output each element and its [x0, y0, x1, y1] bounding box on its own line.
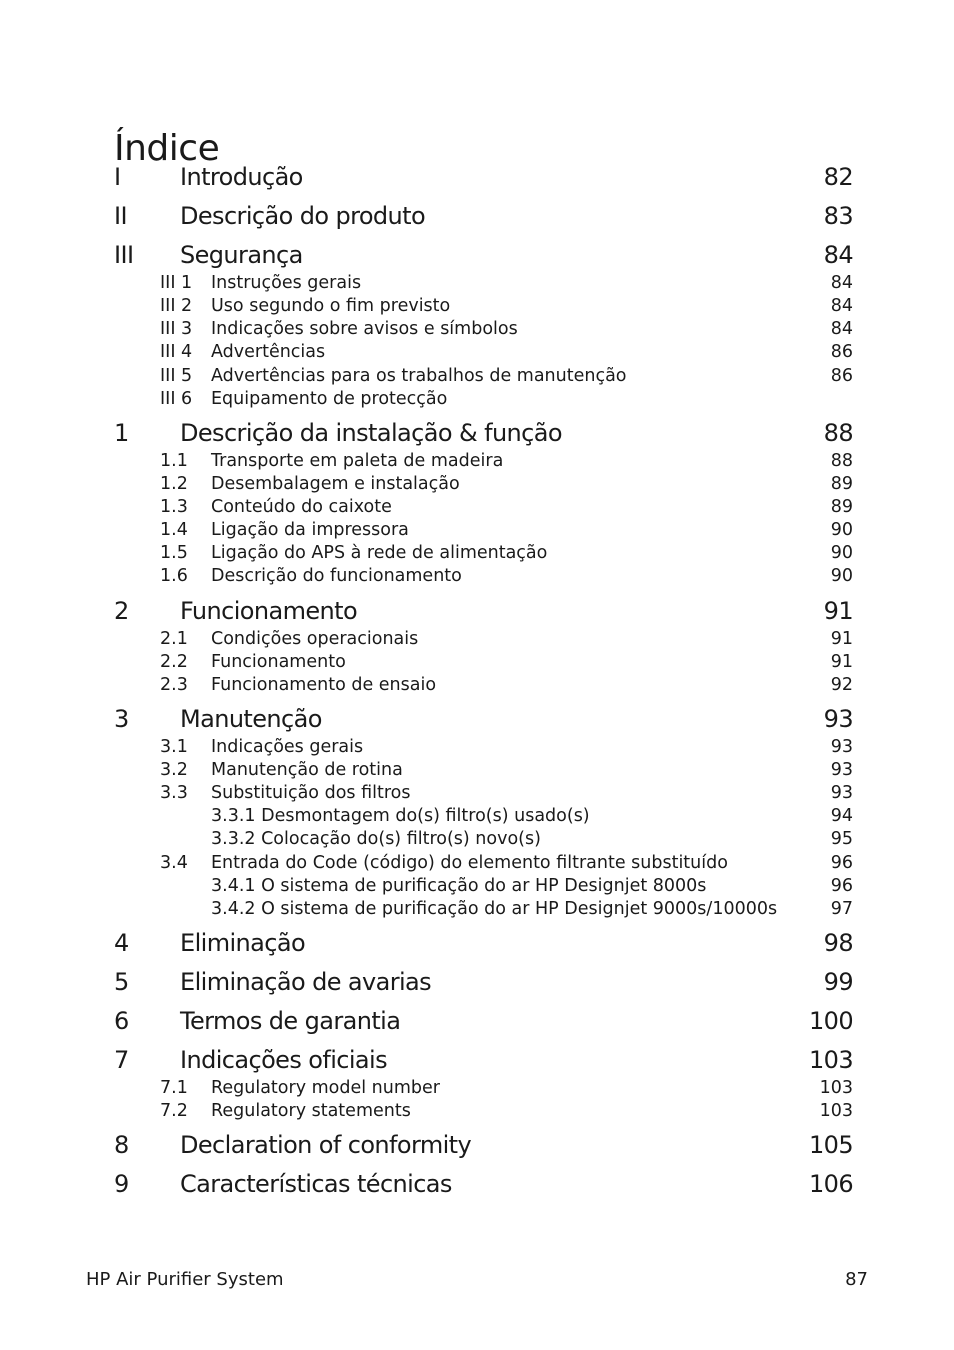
toc-entry-page: 82 [823, 163, 853, 191]
toc-entry-title: Descrição da instalação & função [180, 419, 562, 447]
toc-section-entry[interactable] [0, 736, 954, 759]
toc-entry-number: 1.5 [160, 543, 188, 563]
toc-entry-page: 89 [830, 497, 853, 517]
toc-entry-title: 3.4.2 O sistema de purificação do ar HP Designjet 9000s/10000s [211, 899, 778, 919]
toc-entry-page: 93 [830, 760, 853, 780]
toc-section-entry[interactable] [0, 473, 954, 496]
toc-entry-number: 1.6 [160, 566, 188, 586]
toc-chapter-entry[interactable] [0, 1128, 954, 1162]
toc-entry-number: 3.2 [160, 760, 188, 780]
toc-entry-title: Indicações sobre avisos e símbolos [211, 319, 518, 339]
toc-entry-number: 2.3 [160, 675, 188, 695]
toc-entry-page: 84 [823, 241, 853, 269]
toc-entry-page: 88 [823, 419, 853, 447]
toc-entry-number: 7.2 [160, 1101, 188, 1121]
toc-entry-number: 7.1 [160, 1078, 188, 1098]
toc-entry-number: 2.2 [160, 652, 188, 672]
toc-entry-page: 103 [819, 1101, 853, 1121]
toc-entry-number: 9 [114, 1170, 129, 1198]
toc-entry-title: Indicações gerais [211, 737, 364, 757]
toc-section-entry[interactable] [0, 318, 954, 341]
toc-entry-page: 86 [830, 366, 853, 386]
toc-entry-title: Ligação da impressora [211, 520, 409, 540]
toc-chapter-entry[interactable] [0, 1043, 954, 1077]
toc-entry-title: Conteúdo do caixote [211, 497, 392, 517]
toc-entry-number: 3.1 [160, 737, 188, 757]
toc-entry-page: 97 [830, 899, 853, 919]
toc-entry-page: 84 [830, 296, 853, 316]
toc-entry-number: 7 [114, 1046, 129, 1074]
toc-section-entry[interactable] [0, 875, 954, 898]
toc-section-entry[interactable] [0, 496, 954, 519]
toc-entry-page: 91 [823, 597, 853, 625]
footer-page-number: 87 [845, 1269, 868, 1290]
toc-entry-number: III 2 [160, 296, 193, 316]
toc-entry-title: Instruções gerais [211, 273, 362, 293]
toc-section-entry[interactable] [0, 782, 954, 805]
toc-entry-number: 1.2 [160, 474, 188, 494]
toc-entry-page: 95 [830, 829, 853, 849]
toc-entry-number: 8 [114, 1131, 129, 1159]
toc-entry-number: 6 [114, 1007, 129, 1035]
toc-entry-title: Termos de garantia [180, 1007, 401, 1035]
toc-entry-page: 103 [819, 1078, 853, 1098]
toc-entry-number: 1.4 [160, 520, 188, 540]
toc-section-entry[interactable] [0, 898, 954, 921]
toc-entry-page: 86 [830, 342, 853, 362]
toc-entry-page: 96 [830, 876, 853, 896]
toc-entry-title: Declaration of conformity [180, 1131, 472, 1159]
toc-entry-page: 84 [830, 319, 853, 339]
toc-entry-title: 3.4.1 O sistema de purificação do ar HP Designjet 8000s [211, 876, 707, 896]
toc-entry-page: 89 [830, 474, 853, 494]
toc-section-entry[interactable] [0, 805, 954, 828]
toc-entry-title: Regulatory model number [211, 1078, 440, 1098]
toc-chapter-entry[interactable] [0, 199, 954, 233]
toc-entry-title: Eliminação de avarias [180, 968, 432, 996]
toc-section-entry[interactable] [0, 272, 954, 295]
toc-section-entry[interactable] [0, 542, 954, 565]
toc-section-entry[interactable] [0, 1077, 954, 1100]
toc-entry-title: Condições operacionais [211, 629, 419, 649]
toc-section-entry[interactable] [0, 295, 954, 318]
toc-entry-number: 1.3 [160, 497, 188, 517]
toc-entry-page: 99 [823, 968, 853, 996]
toc-chapter-entry[interactable] [0, 1167, 954, 1201]
toc-entry-page: 83 [823, 202, 853, 230]
toc-entry-page: 96 [830, 853, 853, 873]
toc-section-entry[interactable] [0, 341, 954, 364]
toc-entry-page: 93 [830, 783, 853, 803]
toc-section-entry[interactable] [0, 388, 954, 411]
toc-entry-number: 3.3 [160, 783, 188, 803]
toc-entry-title: Desembalagem e instalação [211, 474, 460, 494]
toc-entry-number: III [114, 241, 134, 269]
toc-entry-title: Funcionamento [180, 597, 358, 625]
toc-entry-number: I [114, 163, 121, 191]
toc-entry-title: Introdução [180, 163, 303, 191]
toc-entry-title: 3.3.2 Colocação do(s) filtro(s) novo(s) [211, 829, 541, 849]
toc-entry-number: III 1 [160, 273, 193, 293]
toc-chapter-entry[interactable] [0, 926, 954, 960]
toc-entry-title: 3.3.1 Desmontagem do(s) filtro(s) usado(s) [211, 806, 590, 826]
toc-entry-title: Manutenção de rotina [211, 760, 403, 780]
toc-chapter-entry[interactable] [0, 160, 954, 194]
toc-section-entry[interactable] [0, 365, 954, 388]
toc-entry-number: 3 [114, 705, 129, 733]
toc-entry-title: Regulatory statements [211, 1101, 411, 1121]
toc-entry-title: Substituição dos filtros [211, 783, 411, 803]
toc-section-entry[interactable] [0, 565, 954, 588]
toc-chapter-entry[interactable] [0, 416, 954, 450]
toc-chapter-entry[interactable] [0, 702, 954, 736]
toc-entry-number: III 5 [160, 366, 193, 386]
toc-entry-number: 5 [114, 968, 129, 996]
toc-entry-number: 2.1 [160, 629, 188, 649]
toc-entry-page: 105 [808, 1131, 853, 1159]
toc-chapter-entry[interactable] [0, 238, 954, 272]
toc-entry-page: 90 [830, 543, 853, 563]
toc-entry-title: Funcionamento [211, 652, 346, 672]
toc-entry-page: 91 [830, 629, 853, 649]
toc-entry-page: 98 [823, 929, 853, 957]
toc-section-entry[interactable] [0, 1100, 954, 1123]
toc-entry-page: 93 [823, 705, 853, 733]
toc-entry-title: Ligação do APS à rede de alimentação [211, 543, 548, 563]
toc-entry-title: Manutenção [180, 705, 322, 733]
toc-entry-number: 1 [114, 419, 129, 447]
toc-entry-page: 94 [830, 806, 853, 826]
toc-entry-number: II [114, 202, 127, 230]
toc-chapter-entry[interactable] [0, 594, 954, 628]
toc-entry-number: III 4 [160, 342, 193, 362]
toc-chapter-entry[interactable] [0, 965, 954, 999]
toc-section-entry[interactable] [0, 628, 954, 651]
toc-entry-number: 2 [114, 597, 129, 625]
toc-entry-title: Equipamento de protecção [211, 389, 448, 409]
toc-entry-page: 103 [808, 1046, 853, 1074]
toc-section-entry[interactable] [0, 852, 954, 875]
toc-section-entry[interactable] [0, 674, 954, 697]
toc-entry-number: 3.4 [160, 853, 188, 873]
page-title: Índice [114, 128, 220, 170]
toc-entry-title: Descrição do produto [180, 202, 426, 230]
toc-entry-page: 90 [830, 566, 853, 586]
toc-entry-title: Características técnicas [180, 1170, 452, 1198]
toc-entry-page: 90 [830, 520, 853, 540]
footer-product-name: HP Air Purifier System [86, 1269, 284, 1290]
toc-entry-title: Advertências para os trabalhos de manutenção [211, 366, 627, 386]
toc-entry-title: Eliminação [180, 929, 306, 957]
toc-section-entry[interactable] [0, 759, 954, 782]
toc-section-entry[interactable] [0, 651, 954, 674]
toc-entry-page: 106 [808, 1170, 853, 1198]
toc-chapter-entry[interactable] [0, 1004, 954, 1038]
toc-entry-title: Indicações oficiais [180, 1046, 388, 1074]
toc-entry-title: Funcionamento de ensaio [211, 675, 437, 695]
toc-entry-title: Entrada do Code (código) do elemento filtrante substituído [211, 853, 728, 873]
toc-entry-number: III 6 [160, 389, 193, 409]
toc-entry-page: 92 [830, 675, 853, 695]
toc-entry-title: Descrição do funcionamento [211, 566, 462, 586]
toc-entry-page: 93 [830, 737, 853, 757]
toc-entry-title: Advertências [211, 342, 326, 362]
toc-entry-page: 100 [808, 1007, 853, 1035]
toc-entry-number: 4 [114, 929, 129, 957]
toc-entry-title: Uso segundo o fim previsto [211, 296, 451, 316]
toc-section-entry[interactable] [0, 450, 954, 473]
toc-entry-page: 91 [830, 652, 853, 672]
toc-entry-title: Segurança [180, 241, 303, 269]
toc-section-entry[interactable] [0, 519, 954, 542]
toc-entry-number: 1.1 [160, 451, 188, 471]
toc-entry-page: 88 [830, 451, 853, 471]
toc-entry-title: Transporte em paleta de madeira [211, 451, 504, 471]
toc-entry-number: III 3 [160, 319, 193, 339]
toc-section-entry[interactable] [0, 828, 954, 851]
toc-entry-page: 84 [830, 273, 853, 293]
